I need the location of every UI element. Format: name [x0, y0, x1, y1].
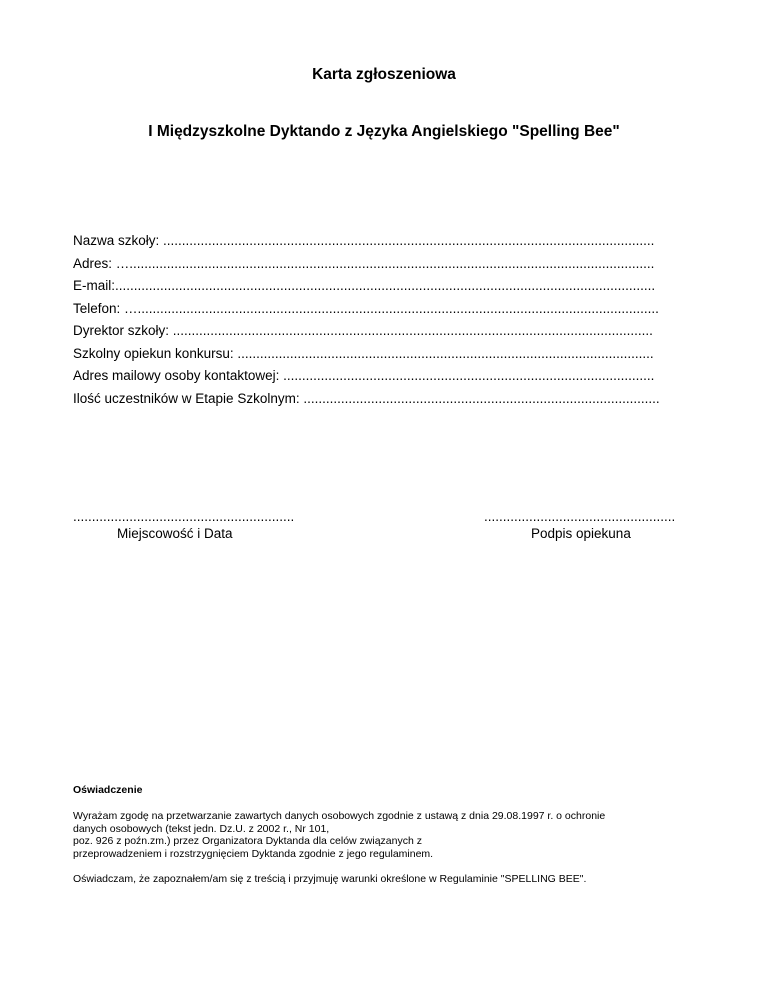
page-subtitle: I Międzyszkolne Dyktando z Języka Angielskiego "Spelling Bee": [148, 123, 620, 140]
statement-body: [73, 810, 713, 860]
field-contact-email: Adres mailowy osoby kontaktowej: ...................................................................................................: [73, 368, 655, 383]
field-director: Dyrektor szkoły: ................................................................................................................................: [73, 323, 653, 338]
statement-final: Oświadczam, że zapoznałem/am się z treścią i przyjmuję warunki określone w Regulaminie "SPELLING BEE".: [73, 873, 587, 885]
signature-line-place-date: ...........................................................: [73, 509, 295, 524]
field-phone: Telefon: …...........................................................................................................................................: [73, 300, 659, 316]
statement-line: Wyrażam zgodę na przetwarzanie zawartych danych osobowych zgodnie z ustawą z dnia 29.08.1997 r. o ochronie: [73, 810, 606, 822]
statement-line: przeprowadzeniem i rozstrzygnięciem Dyktanda zgodnie z jego regulaminem.: [73, 847, 434, 860]
signature-label-supervisor: Podpis opiekuna: [531, 526, 631, 541]
signature-label-place-date: Miejscowość i Data: [117, 526, 233, 541]
form-fields: [73, 233, 703, 413]
statement-heading: Oświadczenie: [73, 784, 143, 796]
statement-line: danych osobowych (tekst jedn. Dz.U. z 2002 r., Nr 101,: [73, 822, 330, 835]
field-supervisor: Szkolny opiekun konkursu: ...............................................................................................................: [73, 345, 654, 361]
field-email: E-mail:................................................................................................................................................: [73, 278, 656, 293]
field-school-name: Nazwa szkoły: ...................................................................................................................................: [73, 233, 655, 248]
field-address: Adres: …............................................................................................................................................: [73, 255, 655, 271]
signature-line-supervisor: ...................................................: [484, 509, 676, 524]
page-title: Karta zgłoszeniowa: [312, 66, 456, 83]
field-participant-count: Ilość uczestników w Etapie Szkolnym: ...............................................................................................: [73, 390, 660, 406]
statement-line: poz. 926 z poźn.zm.) przez Organizatora Dyktanda dla celów związanych z: [73, 835, 422, 847]
